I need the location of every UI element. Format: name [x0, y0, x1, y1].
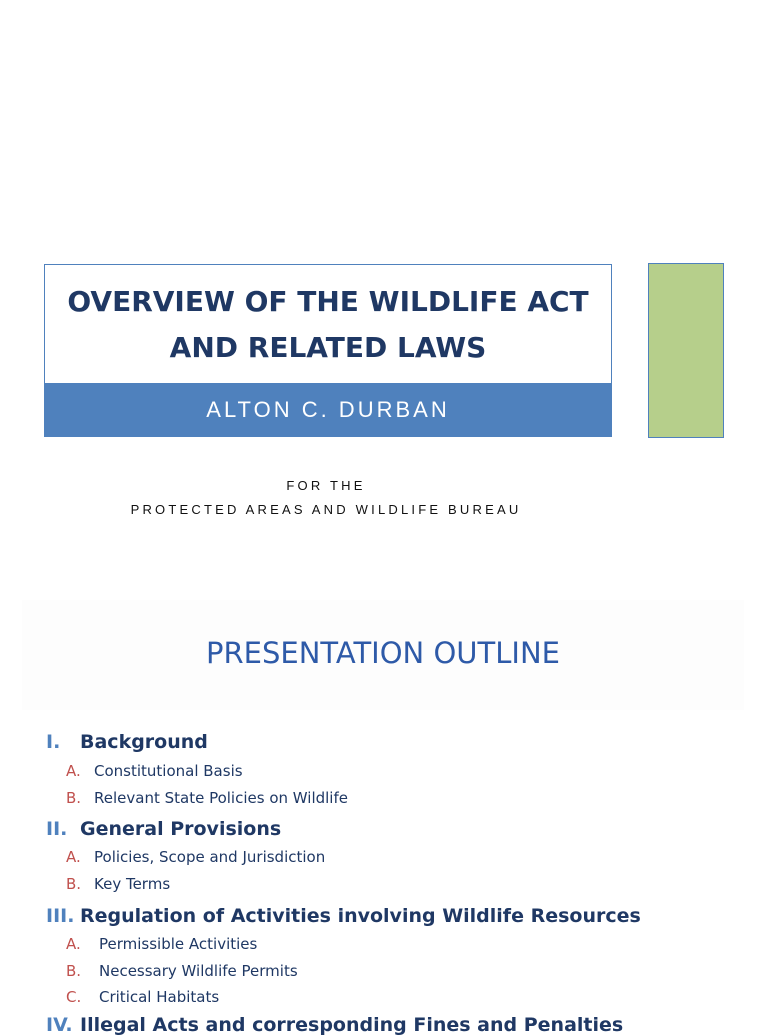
- item-label: Necessary Wildlife Permits: [99, 962, 298, 980]
- section-number: IV.: [46, 1014, 73, 1036]
- section-label: Background: [80, 731, 208, 753]
- outline-section-1: [46, 731, 208, 753]
- item-letter: A.: [66, 848, 81, 866]
- item-label: Constitutional Basis: [94, 762, 243, 780]
- title-box: [44, 264, 612, 437]
- outline-header: [22, 600, 744, 710]
- outline-item: [66, 875, 170, 893]
- author-band: [45, 383, 611, 437]
- outline-section-3: [46, 905, 641, 927]
- item-letter: C.: [66, 988, 82, 1006]
- item-label: Policies, Scope and Jurisdiction: [94, 848, 326, 866]
- title-line-2: AND RELATED LAWS: [169, 331, 487, 364]
- item-label: Relevant State Policies on Wildlife: [94, 789, 348, 807]
- section-label: General Provisions: [80, 818, 282, 840]
- outline-section-2: [46, 818, 281, 840]
- decorative-green-rectangle: [648, 263, 724, 438]
- section-label: Illegal Acts and corresponding Fines and Penalties: [80, 1014, 624, 1036]
- outline-section-4: [46, 1014, 623, 1036]
- outline-item: [66, 762, 243, 780]
- item-label: Permissible Activities: [99, 935, 258, 953]
- section-number: III.: [46, 905, 75, 927]
- outline-title: PRESENTATION OUTLINE: [206, 636, 560, 670]
- item-label: Key Terms: [94, 875, 171, 893]
- section-label: Regulation of Activities involving Wildlife Resources: [80, 905, 641, 927]
- for-the-line: FOR THE: [286, 478, 366, 493]
- author-name: ALTON C. DURBAN: [206, 397, 450, 422]
- section-number: II.: [46, 818, 68, 840]
- item-letter: B.: [66, 789, 82, 807]
- outline-slide: [0, 590, 768, 1036]
- section-number: I.: [46, 731, 61, 753]
- outline-item: [66, 789, 348, 807]
- outline-item: [66, 962, 298, 980]
- outline-item: [66, 988, 219, 1006]
- item-letter: B.: [66, 875, 82, 893]
- item-label: Critical Habitats: [99, 988, 220, 1006]
- title-line-1: OVERVIEW OF THE WILDLIFE ACT: [67, 285, 589, 318]
- organization-line: PROTECTED AREAS AND WILDLIFE BUREAU: [130, 502, 522, 517]
- outline-item: [66, 935, 257, 953]
- slide-title: [45, 279, 611, 371]
- outline-item: [66, 848, 325, 866]
- item-letter: B.: [66, 962, 82, 980]
- item-letter: A.: [66, 935, 81, 953]
- item-letter: A.: [66, 762, 81, 780]
